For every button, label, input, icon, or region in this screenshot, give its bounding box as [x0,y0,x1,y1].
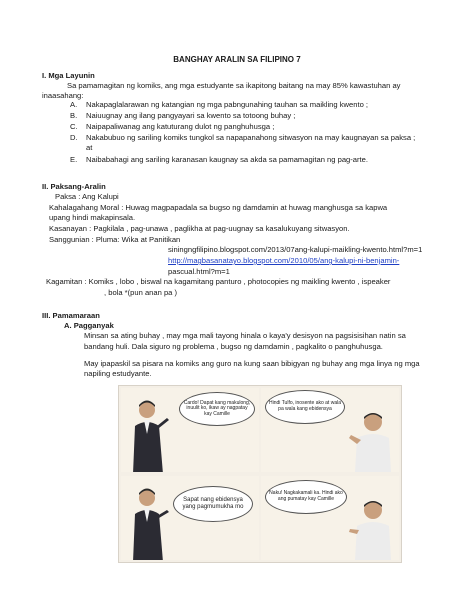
layunin-item: Naiuugnay ang ilang pangyayari sa kwento sa totoong buhay ; [86,111,296,120]
layunin-item: Nakapaglalarawan ng katangian ng mga pabngunahing tauhan sa maikling kwento ; [86,100,369,109]
reference-link: siningngfilipino.blogspot.com/2013/07ang-kalupi-maikling-kwento.html?m=1 [168,245,423,254]
sanggunian: Sanggunian : Pluma: Wika at Panitikan [49,235,181,244]
subheading-pagganyak: A. Pagganyak [64,321,114,330]
layunin-intro: Sa pamamagitan ng komiks, ang mga estudyante sa ikapitong baitang na may 85% kawastuhan ay [67,81,401,90]
kagamitan-cont: , bola *(pun anan pa ) [104,288,178,297]
layunin-item: at [86,143,93,152]
section-heading-pamamaraan: III. Pamamaraan [42,311,100,320]
layunin-letter: E. [70,155,78,164]
pagganyak-paragraph: May ipapaskil sa pisara na komiks ang guro na kung saan bibigyan ng buhay ang mga linya ng mga [84,359,420,368]
comic-strip-image [118,385,402,563]
layunin-item: Naipapaliwanag ang katuturang dulot ng panghuhusga ; [86,122,275,131]
reference-link: pascual.html?m=1 [168,267,230,276]
layunin-intro-cont: inaasahang: [42,91,84,100]
kasanayan: Kasanayan : Pagkilala , pag-unawa , paglikha at pag-uugnay sa kasalukuyang sitwasyon. [49,224,350,233]
comic-panel [261,476,399,560]
speech-bubble: Cardo! Dapat kang makulong, inuulit ko, ikaw ay nagpatay kay Camille [179,392,255,426]
layunin-letter: A. [70,100,78,109]
man-in-suit-figure [129,398,169,472]
layunin-item: Naibabahagi ang sariling karanasan kaugnay sa akda sa pamamagitan ng pag-arte. [86,155,368,164]
speech-bubble: Hindi Tulfo, inosente ako at wala pa wala kang ebidensya [265,390,345,424]
document-title: BANGHAY ARALIN SA FILIPINO 7 [173,55,301,64]
layunin-letter: D. [70,133,78,142]
comic-panel [121,388,259,472]
layunin-letter: C. [70,122,78,131]
comic-panel [261,388,399,472]
man-in-suit-figure [129,486,169,560]
reference-link[interactable]: http://magbasanatayo.blogspot.com/2010/05/ang-kalupi-ni-benjamin- [168,256,400,265]
speech-bubble: Sapat nang ebidensya yang pagmumukha mo [173,486,253,522]
layunin-letter: B. [70,111,78,120]
section-heading-layunin: I. Mga Layunin [42,71,95,80]
kahalagahang-moral-cont: upang hindi makapinsala. [49,213,136,222]
kagamitan: Kagamitan : Komiks , lobo , biswal na kagamitang panturo , photocopies ng maikling kwento , ispeaker [46,277,391,286]
kahalagahang-moral: Kahalagahang Moral : Huwag magpapadala sa bugso ng damdamin at huwag manghusga sa kapwa [49,203,388,212]
pagganyak-paragraph-cont: bandang huli. Dala siguro ng problema , bugso ng damdamin , pagkalito o panghuhusga. [84,342,383,351]
paksa: Paksa : Ang Kalupi [55,192,119,201]
comic-panel [121,476,259,560]
section-heading-paksang-aralin: II. Paksang-Aralin [42,182,106,191]
pagganyak-paragraph-cont: napiling estudyante. [84,369,152,378]
layunin-item: Nakabubuo ng sariling komiks tungkol sa napapanahong sitwasyon na may kaugnayan sa paksa ; [86,133,416,142]
pagganyak-paragraph: Minsan sa ating buhay , may mga mali tayong hinala o kaya'y desisyon na pagsisisihan natin sa [84,331,406,340]
speech-bubble: Naku! Nagkakamali ka. Hindi ako ang pumatay kay Camille [265,480,347,514]
man-in-shirt-figure [349,498,395,560]
man-in-shirt-figure [349,410,395,472]
